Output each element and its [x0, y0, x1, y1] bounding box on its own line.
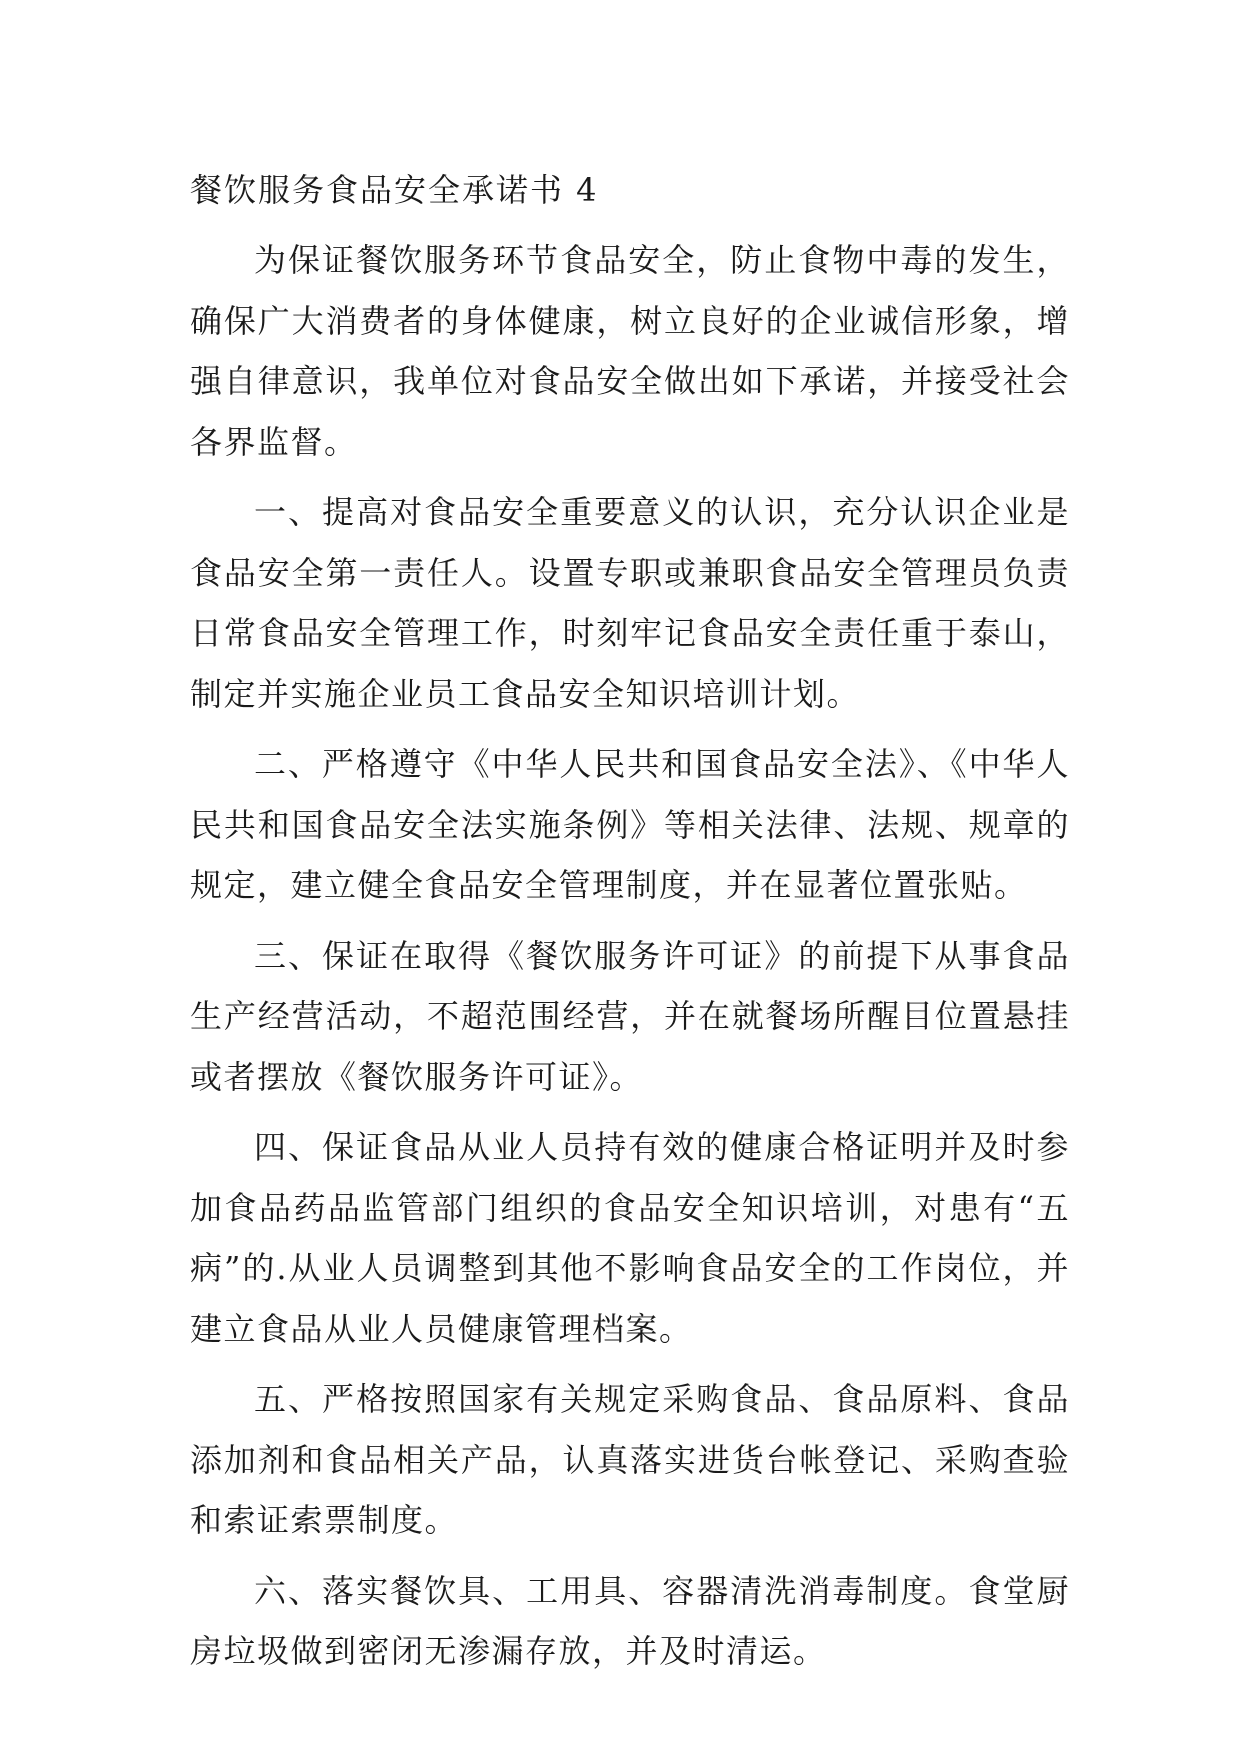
paragraph-intro: 为保证餐饮服务环节食品安全，防止食物中毒的发生，确保广大消费者的身体健康，树立良好的企业诚信形象，增强自律意识，我单位对食品安全做出如下承诺，并接受社会各界监督。	[190, 241, 1070, 461]
document-body	[190, 160, 1070, 1692]
paragraph-item-3: 三、保证在取得《餐饮服务许可证》的前提下从事食品生产经营活动，不超范围经营，并在就餐场所醒目位置悬挂或者摆放《餐饮服务许可证》。	[190, 936, 1070, 1096]
document-title: 餐饮服务食品安全承诺书 4	[190, 171, 599, 209]
paragraph-item-4: 四、保证食品从业人员持有效的健康合格证明并及时参加食品药品监管部门组织的食品安全知识培训，对患有“五病”的.从业人员调整到其他不影响食品安全的工作岗位，并建立食品从业人员健康管理档案。	[190, 1128, 1070, 1348]
paragraph-item-2: 二、严格遵守《中华人民共和国食品安全法》、《中华人民共和国食品安全法实施条例》等相关法律、法规、规章的规定，建立健全食品安全管理制度，并在显著位置张贴。	[190, 745, 1070, 904]
paragraph-item-6: 六、落实餐饮具、工用具、容器清洗消毒制度。食堂厨房垃圾做到密闭无渗漏存放，并及时清运。	[190, 1571, 1070, 1670]
paragraph-item-5: 五、严格按照国家有关规定采购食品、食品原料、食品添加剂和食品相关产品，认真落实进货台帐登记、采购查验和索证索票制度。	[190, 1380, 1070, 1539]
paragraph-item-1: 一、提高对食品安全重要意义的认识，充分认识企业是食品安全第一责任人。设置专职或兼职食品安全管理员负责日常食品安全管理工作，时刻牢记食品安全责任重于泰山，制定并实施企业员工食品安全知识培训计划。	[190, 493, 1070, 713]
